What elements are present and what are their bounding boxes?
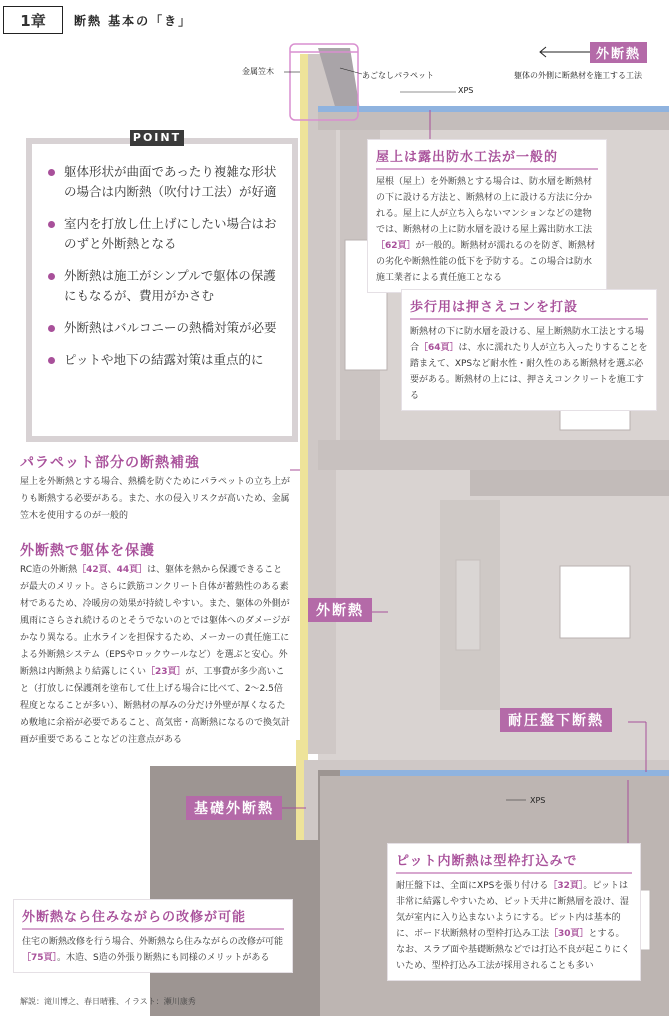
pit-body-text: とする。なお、スラブ面や基礎断熱などでは打込不良が起こりにくいため、型枠打込み工法が採用されることも多い: [396, 929, 631, 971]
pit-body-text: 耐圧盤下は、全面にXPSを張り付ける: [396, 881, 549, 891]
xps-slab-layer: [340, 770, 669, 776]
pit-body-text: 。ピットは非常に結露しやすいため、ピット天井に断熱層を設け、湿気が室内に入り込まないようにする。ピット内は基本的に、ボード状断熱材の型枠打込み工法: [396, 881, 629, 939]
page-title: 断熱 基本の「き」: [74, 14, 193, 28]
parapet-title: パラペット部分の断熱補強: [20, 455, 200, 471]
parapet-body: 屋上を外断熱とする場合、熱橋を防ぐためにパラペットの立ち上がりも断熱する必要がある。また、水の侵入リスクが高いため、金属笠木を使用するのが一般的: [20, 477, 291, 521]
walkway-title: 歩行用は押さえコンを打設: [410, 296, 648, 320]
protect-body: [20, 562, 290, 749]
outer-insulation-layer: [300, 54, 308, 760]
xps-top-label: XPS: [458, 86, 474, 95]
point-item: 外断熱は施工がシンプルで躯体の保護にもなるが、費用がかさむ: [48, 266, 278, 306]
walkway-body-text: 断熱材の下に防水層を設ける、屋上断熱防水工法とする場合: [410, 327, 645, 353]
walkway-body-text: は、水に濡れたり人が立ち入ったりすることを踏まえて、XPSなど耐水性・耐久性のある断熱材を選ぶ必要がある。断熱材の上には、押さえコンクリートを施工する: [410, 343, 648, 401]
roof-body-text: 屋根（屋上）を外断熱とする場合は、防水層を断熱材の下に設ける方法と、断熱材の上に設ける方法に分かれる。屋上に人が立ち入らないマンションなどの建物では、断熱材の上に防水層を設ける屋上露出防水工法: [376, 177, 593, 235]
page-ref: ［75頁］: [22, 953, 58, 963]
walkway-body: [410, 324, 648, 404]
roof-body-text: が一般的。断熱材が濡れるのを防ぎ、断熱材の劣化や断熱性能の低下を予防する。この場合は防水施工業者による責任施工となる: [376, 241, 596, 283]
renovate-body: [22, 934, 284, 966]
page-ref: ［62頁］: [376, 241, 416, 251]
metal-coping-label: 金属笠木: [242, 67, 274, 76]
renovate-body-text: 。木造、S造の外張り断熱にも同様のメリットがある: [57, 953, 270, 963]
protect-body-text: は、躯体を熱から保護できることが最大のメリット。さらに鉄筋コンクリート自体が蓄熱性のある素材であるため、冷暖房の効果が持続しやすい。また、躯体の外側が風雨にさらされ続けるのとそうでないのとでは躯体へのダメージがかなり異なる。止水ラインを担保するため、メーカーの責任施工による外断熱システム（EPSやロックウールなど）を選ぶと安心。外断熱は内断熱より結露しにくい: [20, 565, 290, 677]
protect-title: 外断熱で躯体を保護: [20, 543, 155, 559]
page-ref: ［23頁］: [146, 667, 186, 677]
renovate-title: 外断熱なら住みながらの改修が可能: [22, 906, 284, 930]
point-label: POINT: [130, 130, 184, 146]
roof-body: [376, 174, 598, 286]
roof-title: 屋上は露出防水工法が一般的: [376, 146, 598, 170]
pit-body: [396, 878, 632, 974]
pressure-slab-insulation-tag: 耐圧盤下断熱: [500, 708, 612, 732]
point-item: ピットや地下の結露対策は重点的に: [48, 350, 278, 370]
point-item: 室内を打放し仕上げにしたい場合はおのずと外断熱となる: [48, 214, 278, 254]
xps-roof-layer: [318, 106, 669, 112]
roof-callout: [368, 140, 606, 292]
protect-body-text: が、工事費が多少高いこと（打放しに保護剤を塗布して仕上げる場合に比べて、2～2.5倍程度となることが多い）、断熱材の厚みの分だけ外壁が厚くなるため敷地に余裕が必要であること、高気密・高断熱になるので換気計画が重要であることなどの注意点がある: [20, 667, 291, 745]
protect-body-text: RC造の外断熱: [20, 565, 78, 575]
renovate-body-text: 住宅の断熱改修を行う場合、外断熱なら住みながらの改修が可能: [22, 937, 284, 947]
point-item: 外断熱はバルコニーの熱橋対策が必要: [48, 318, 278, 338]
chapter-badge: 1章: [3, 6, 63, 34]
page-ref: ［42頁、44頁］: [77, 565, 148, 575]
walkway-callout: [402, 290, 656, 410]
outer-insulation-desc: 躯体の外側に断熱材を施工する工法: [514, 71, 642, 80]
page-ref: ［32頁］: [548, 881, 584, 891]
pit-title: ピット内断熱は型枠打込みで: [396, 850, 632, 874]
renovate-callout: [14, 900, 292, 972]
foundation-insulation-tag: 基礎外断熱: [186, 796, 282, 820]
point-list: [48, 162, 278, 382]
pit-callout: [388, 844, 640, 980]
point-item: 躯体形状が曲面であったり複雑な形状の場合は内断熱（吹付け工法）が好適: [48, 162, 278, 202]
point-box: [26, 138, 298, 442]
agonashi-parapet-label: あごなしパラペット: [362, 71, 434, 80]
credits: 解説：滝川博之、春日晴雅、イラスト：瀬川康秀: [20, 997, 196, 1006]
outer-insulation-tag: 外断熱: [590, 42, 647, 63]
page-ref: ［64頁］: [419, 343, 459, 353]
xps-bottom-label: XPS: [530, 796, 546, 805]
outer-wall-insulation-tag: 外断熱: [308, 598, 372, 622]
page-ref: ［30頁］: [549, 929, 589, 939]
